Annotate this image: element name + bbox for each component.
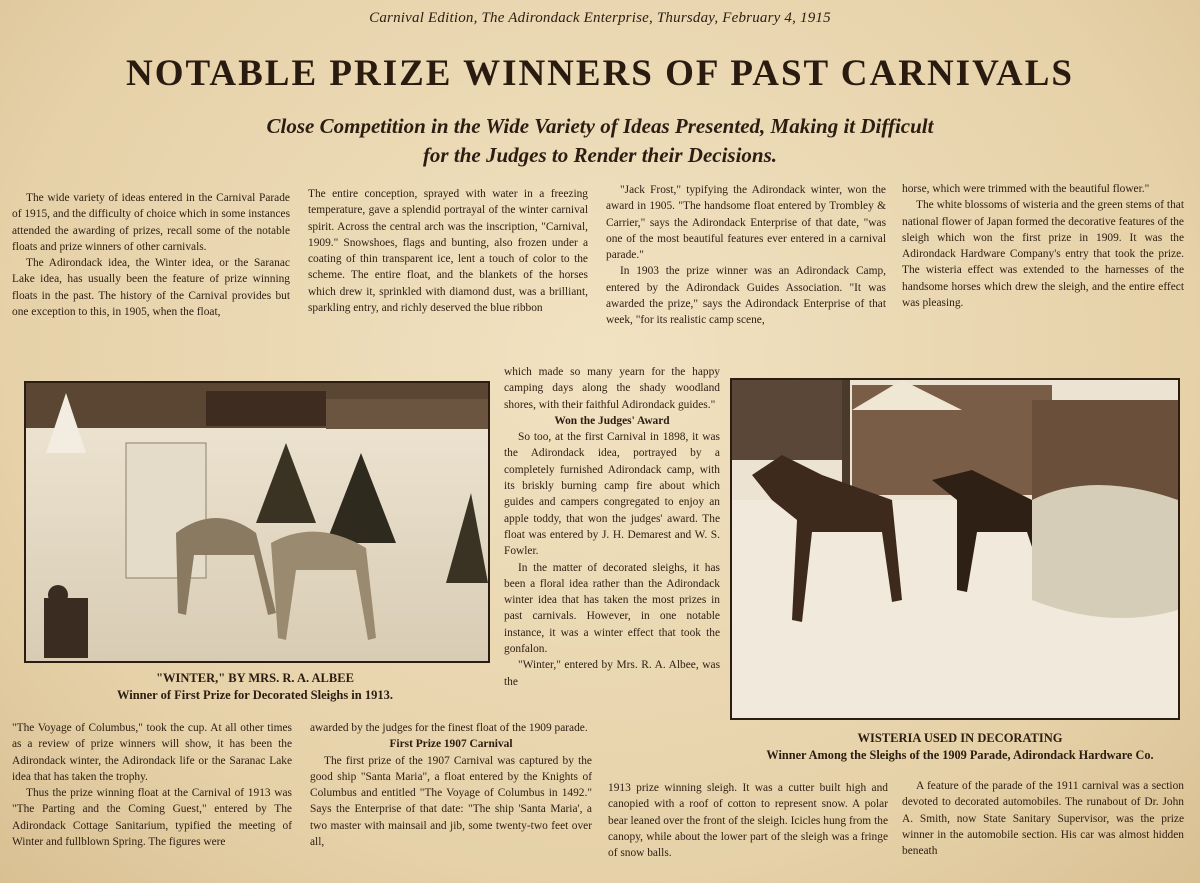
paragraph: The white blossoms of wisteria and the green stems of that national flower of Japan formed the decorative features of the sleigh which won the first prize in 1909. It was the Adirondack Hardware Company's entry that took the prize. The wisteria effect was extended to the harnesses of the handsome horses which drew the sleigh, and the entire effect was pleasing. <box>902 199 1184 310</box>
column-middle <box>504 364 720 764</box>
paragraph: So too, at the first Carnival in 1898, it was the Adirondack idea, portrayed by a completely furnished Adirondack camp, with its briskly burning camp fire about which guides and campers congregated to enjoy an apple toddy, that won the judges' award. The float was entered by J. H. Demarest and W. S. Fowler. <box>504 431 720 558</box>
subhead-line-1: Close Competition in the Wide Variety of Ideas Presented, Making it Difficult <box>266 114 934 138</box>
caption-left-subtitle: Winner of First Prize for Decorated Sleighs in 1913. <box>116 688 393 702</box>
subhead-line-2: for the Judges to Render their Decisions. <box>422 143 778 167</box>
caption-right <box>730 730 1190 764</box>
subheading-judges-award: Won the Judges' Award <box>554 414 670 427</box>
column-3-bottom <box>608 780 888 883</box>
paragraph: The Adirondack idea, the Winter idea, or the Saranac Lake idea, has usually been the feature of prize winning floats in the past. The history of the Carnival provides but one exception to this, in 1905, when the float, <box>12 257 290 319</box>
caption-right-title: WISTERIA USED IN DECORATING <box>857 731 1063 745</box>
paragraph: The wide variety of ideas entered in the Carnival Parade of 1915, and the difficulty of choice which in some instances attended the awarding of prizes, recall some of the notable floats and prize winners of other carnivals. <box>12 192 290 253</box>
paragraph: 1913 prize winning sleigh. It was a cutter built high and canopied with a roof of cotton to represent snow. A polar bear leaned over the front of the sleigh. Icicles hung from the canopy, while about the lower part of the sleigh was a fringe of snow balls. <box>608 782 888 860</box>
caption-left-title: "WINTER," BY MRS. R. A. ALBEE <box>156 671 354 685</box>
paragraph: "Winter," entered by Mrs. R. A. Albee, was the <box>504 659 720 688</box>
headline: NOTABLE PRIZE WINNERS OF PAST CARNIVALS <box>125 53 1075 94</box>
subhead <box>0 112 1200 170</box>
paragraph: horse, which were trimmed with the beautiful flower." <box>902 183 1150 195</box>
paragraph: "The Voyage of Columbus," took the cup. At all other times as a review of prize winners will show, it has been the Adirondack winter, the Adirondack life or the Saranac Lake idea that has taken the trophy. <box>12 722 292 783</box>
paragraph: which made so many yearn for the happy camping days along the shady woodland shores, with their faithful Adirondack guides." <box>504 366 720 411</box>
paragraph: "Jack Frost," typifying the Adirondack winter, won the award in 1905. "The handsome float entered by Trombley & Carrier," says the Adirondack Enterprise of that date, "was one of the most beautiful features ever entered in a carnival parade." <box>606 184 886 262</box>
column-1-top <box>12 190 290 366</box>
paragraph: The entire conception, sprayed with water in a freezing temperature, gave a splendid portrayal of the winter carnival spirit. Across the central arch was the inscription, "Carnival, 1909." Snowshoes, flags and bunting, also frozen under a coating of thin transparent ice, lent a touch of color to the scheme. The entire float, and the blankets of the horses which drew it, sprinkled with diamond dust, was a brilliant, sparkling entry, and richly deserved the blue ribbon <box>308 188 588 315</box>
subheading-first-prize-1907: First Prize 1907 Carnival <box>389 738 513 751</box>
caption-left <box>24 670 486 704</box>
paragraph: Thus the prize winning float at the Carnival of 1913 was "The Parting and the Coming Guest," entered by The Adirondack Cottage Sanitarium, typified the meeting of Winter and fullblown Spring. The figures were <box>12 787 292 849</box>
paragraph: In 1903 the prize winner was an Adirondack Camp, entered by the Adirondack Guides Association. "It was awarded the prize," says the Adirondack Enterprise of that week, "for its realistic camp scene, <box>606 265 886 327</box>
paragraph: awarded by the judges for the finest float of the 1909 parade. <box>310 722 588 734</box>
column-2-top <box>308 186 588 364</box>
paragraph: In the matter of decorated sleighs, it has been a floral idea rather than the Adirondack winter idea that has taken the most prizes in past carnivals. However, in one notable instance, it was a winter effect that took the gonfalon. <box>504 561 720 656</box>
column-3-top <box>606 182 886 362</box>
masthead: Carnival Edition, The Adirondack Enterprise, Thursday, February 4, 1915 <box>369 10 831 26</box>
column-4-top <box>902 181 1184 361</box>
paragraph: A feature of the parade of the 1911 carnival was a section devoted to decorated automobiles. The runabout of Dr. John A. Smith, now State Sanitary Supervisor, was the prize winner in the automobile section. His car was almost hidden beneath <box>902 780 1184 858</box>
caption-right-subtitle: Winner Among the Sleighs of the 1909 Parade, Adirondack Hardware Co. <box>766 748 1154 762</box>
column-2-bottom <box>310 720 592 883</box>
paragraph: The first prize of the 1907 Carnival was captured by the good ship "Santa Maria", a float entered by the Knights of Columbus and entitled "The Voyage of Columbus in 1492." Says the Enterprise of that date: "The ship 'Santa Maria', a two master with mainsail and jib, some twenty-two feet over all, <box>310 754 592 849</box>
photo-wisteria-sleigh <box>730 378 1180 720</box>
photo-winter-sleigh <box>24 381 490 663</box>
column-1-bottom <box>12 720 292 883</box>
column-4-bottom <box>902 778 1184 883</box>
